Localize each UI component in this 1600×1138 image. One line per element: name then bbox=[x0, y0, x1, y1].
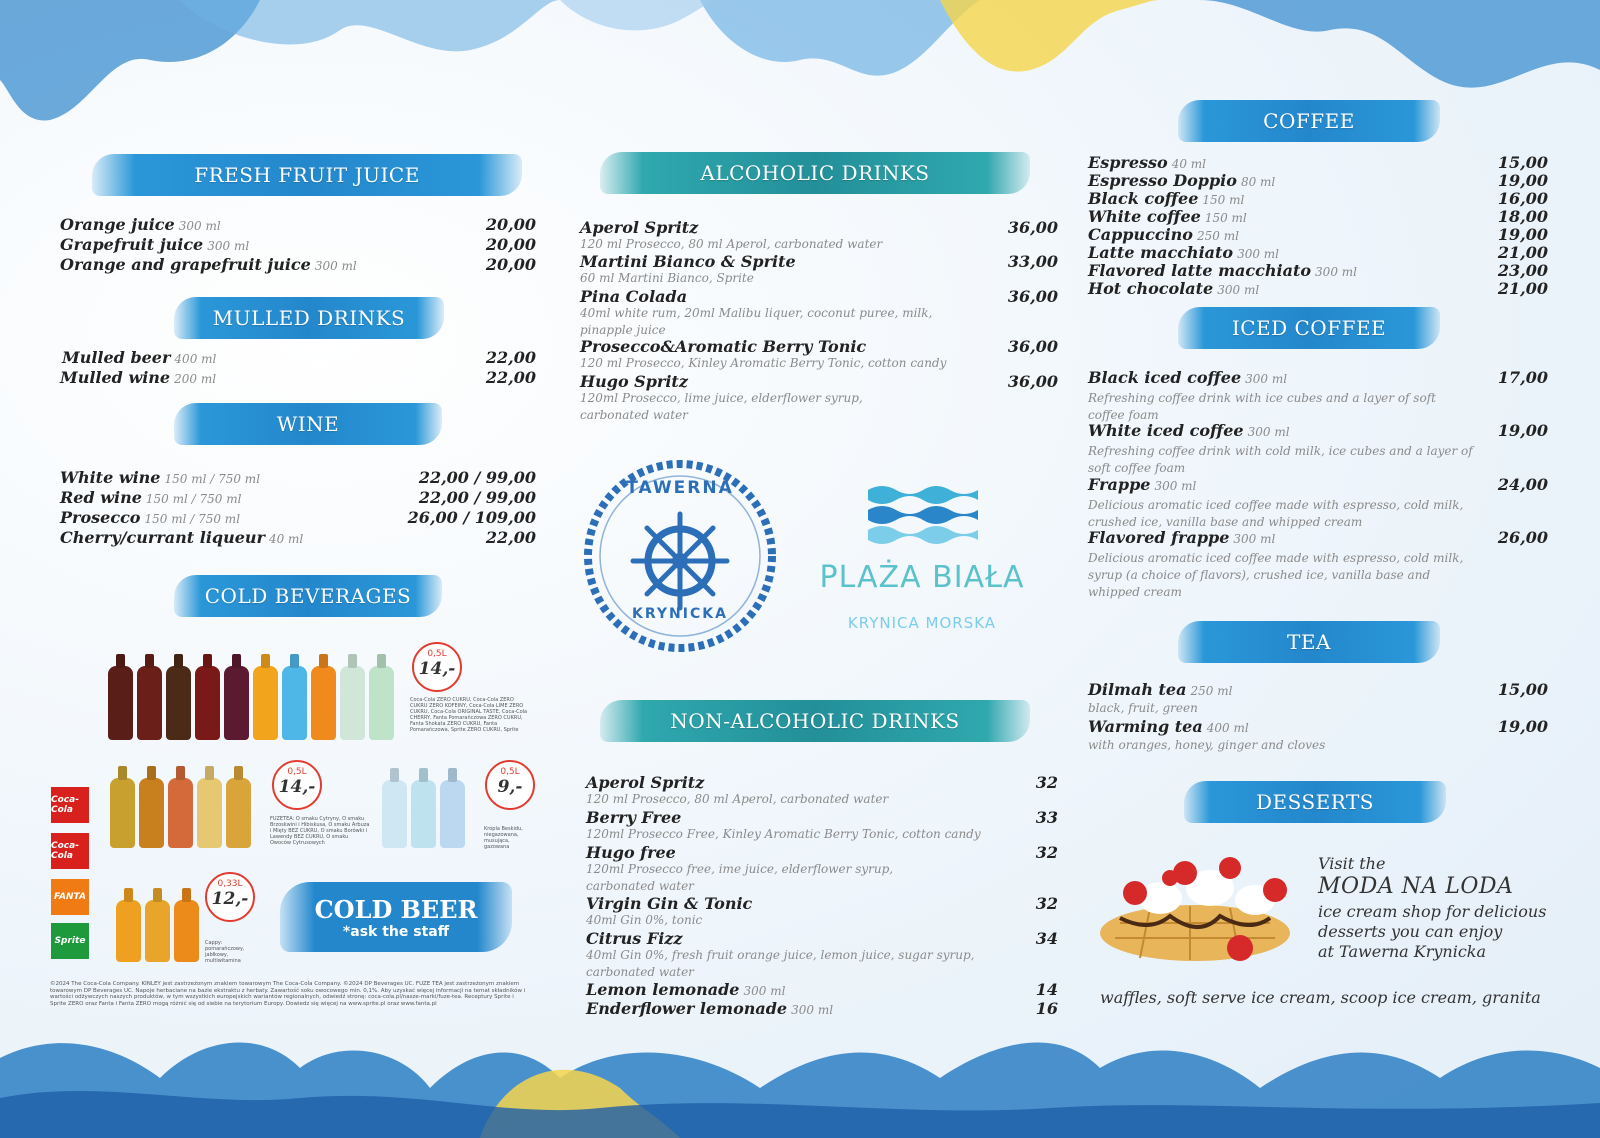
item-name: Orange and grapefruit juice bbox=[60, 255, 311, 274]
desserts-visit-text: Visit the bbox=[1318, 854, 1386, 873]
item-price: 33,00 bbox=[1007, 252, 1058, 271]
item-volume: 300 ml bbox=[1247, 425, 1290, 439]
menu-item bbox=[1088, 528, 1548, 547]
item-name: Citrus Fizz bbox=[586, 929, 683, 948]
menu-item bbox=[1088, 261, 1548, 280]
menu-item bbox=[1088, 207, 1548, 226]
item-volume: 300 ml bbox=[1245, 372, 1288, 386]
item-volume: 250 ml bbox=[1196, 229, 1239, 243]
item-name: Pina Colada bbox=[580, 287, 688, 306]
item-volume: 200 ml bbox=[174, 372, 217, 386]
badge-volume: 0,5L bbox=[287, 767, 307, 777]
item-volume: 300 ml bbox=[1315, 265, 1357, 279]
item-price: 14 bbox=[1035, 980, 1058, 999]
tea-banner: TEA bbox=[1178, 621, 1440, 663]
item-price: 21,00 bbox=[1497, 243, 1548, 262]
plaza-biala-waves-icon bbox=[868, 482, 978, 544]
item-price: 23,00 bbox=[1497, 261, 1548, 280]
item-price: 36,00 bbox=[1007, 337, 1058, 356]
water-variants-note: Kropla Beskidu, niegazowana, musująca, gazowana bbox=[484, 826, 523, 850]
cappy-bottles-image bbox=[116, 900, 199, 962]
item-description: black, fruit, green bbox=[1088, 701, 1198, 715]
item-name: Aperol Spritz bbox=[586, 773, 705, 792]
item-price: 32 bbox=[1035, 773, 1058, 792]
water-bottles-image bbox=[382, 780, 465, 848]
item-name: Grapefruit juice bbox=[60, 235, 204, 254]
item-description: Delicious aromatic iced coffee made with espresso, cold milk, syrup (a choice of flavors), crushed ice, vanilla base and whipped cream bbox=[1088, 551, 1464, 599]
item-volume: 150 ml bbox=[1202, 193, 1245, 207]
item-volume: 150 ml bbox=[1204, 211, 1247, 225]
menu-item bbox=[1088, 189, 1548, 208]
menu-item bbox=[586, 843, 1058, 862]
menu-item bbox=[1088, 680, 1548, 699]
item-price: 18,00 bbox=[1497, 207, 1548, 226]
item-name: Espresso Doppio bbox=[1088, 171, 1237, 190]
item-name: Flavored frappe bbox=[1088, 528, 1230, 547]
menu-item bbox=[1088, 243, 1548, 262]
item-price: 36,00 bbox=[1007, 287, 1058, 306]
item-name: Black iced coffee bbox=[1088, 368, 1242, 387]
wine-banner: WINE bbox=[174, 403, 442, 445]
menu-item bbox=[1088, 225, 1548, 244]
item-volume: 400 ml bbox=[174, 352, 217, 366]
item-volume: 40 ml bbox=[1171, 157, 1206, 171]
item-price: 21,00 bbox=[1497, 279, 1548, 298]
item-volume: 300 ml bbox=[1217, 283, 1260, 297]
menu-item bbox=[586, 929, 1058, 948]
item-price: 16,00 bbox=[1497, 189, 1548, 208]
item-name: Red wine bbox=[60, 488, 142, 507]
badge-volume: 0,5L bbox=[427, 649, 447, 659]
item-volume: 300 ml bbox=[1154, 479, 1197, 493]
item-price: 20,00 bbox=[485, 255, 536, 274]
item-description: Refreshing coffee drink with ice cubes and a layer of soft coffee foam bbox=[1088, 391, 1436, 422]
bottom-wave-decoration bbox=[0, 1018, 1600, 1138]
menu-item bbox=[586, 980, 1058, 999]
badge-volume: 0,5L bbox=[500, 767, 520, 777]
coca-cola-flavors-note: Coca-Cola ZERO CUKRU, Coca-Cola ZERO CUKRU ZERO KOFEINY, Coca-Cola LIME ZERO CUKRU, Coca-Cola ORIGINAL TASTE, Coca-Cola CHERRY, Fanta Pomarańczowa ZERO CUKRU, Fanta Shokata ZERO CUKRU, Fanta Pomarańczowa, Sprite ZERO CUKRU, Sprite bbox=[410, 697, 528, 733]
item-volume: 300 ml bbox=[207, 239, 250, 253]
menu-item bbox=[580, 337, 1058, 356]
item-price: 19,00 bbox=[1497, 421, 1548, 440]
menu-item bbox=[60, 488, 536, 507]
item-description: 40ml Gin 0%, fresh fruit orange juice, lemon juice, sugar syrup, carbonated water bbox=[586, 948, 975, 979]
item-name: Enderflower lemonade bbox=[586, 999, 788, 1018]
item-name: Hot chocolate bbox=[1088, 279, 1214, 298]
item-price: 24,00 bbox=[1497, 475, 1548, 494]
tawerna-logo-bottom-text: KRYNICKA bbox=[632, 606, 728, 622]
menu-item bbox=[1088, 717, 1548, 736]
item-description: 120 ml Prosecco, 80 ml Aperol, carbonated water bbox=[586, 792, 889, 806]
item-description: 40ml Gin 0%, tonic bbox=[586, 913, 703, 927]
cold-beer-note: *ask the staff bbox=[342, 923, 450, 940]
iced-coffee-banner: ICED COFFEE bbox=[1178, 307, 1440, 349]
item-name: Black coffee bbox=[1088, 189, 1199, 208]
item-volume: 400 ml bbox=[1206, 721, 1249, 735]
item-volume: 300 ml bbox=[1237, 247, 1280, 261]
item-name: Latte macchiato bbox=[1088, 243, 1234, 262]
item-description: Refreshing coffee drink with cold milk, ice cubes and a layer of soft coffee foam bbox=[1088, 444, 1473, 475]
item-volume: 150 ml / 750 ml bbox=[144, 512, 241, 526]
item-name: Martini Bianco & Sprite bbox=[580, 252, 796, 271]
menu-item bbox=[1088, 153, 1548, 172]
item-volume: 300 ml bbox=[178, 219, 221, 233]
item-description: 60 ml Martini Bianco, Sprite bbox=[580, 271, 754, 285]
desserts-line-3: at Tawerna Krynicka bbox=[1318, 942, 1487, 961]
item-price: 15,00 bbox=[1497, 153, 1548, 172]
item-name: Mulled beer bbox=[62, 348, 171, 367]
coffee-banner: COFFEE bbox=[1178, 100, 1440, 142]
item-price: 19,00 bbox=[1497, 171, 1548, 190]
menu-item bbox=[1088, 171, 1548, 190]
price-badge bbox=[272, 760, 322, 810]
item-price: 32 bbox=[1035, 894, 1058, 913]
item-price: 16 bbox=[1035, 999, 1058, 1018]
item-name: Hugo Spritz bbox=[580, 372, 688, 391]
item-name: Prosecco bbox=[60, 508, 141, 527]
item-price: 20,00 bbox=[485, 235, 536, 254]
item-volume: 150 ml / 750 ml bbox=[145, 492, 242, 506]
item-description: 40ml white rum, 20ml Malibu liquer, coconut puree, milk, pinapple juice bbox=[580, 306, 933, 337]
item-name: Cappuccino bbox=[1088, 225, 1193, 244]
item-price: 22,00 / 99,00 bbox=[418, 468, 536, 487]
item-price: 15,00 bbox=[1497, 680, 1548, 699]
item-name: Lemon lemonade bbox=[586, 980, 740, 999]
item-name: Dilmah tea bbox=[1088, 680, 1187, 699]
cold-beverages-banner: COLD BEVERAGES bbox=[174, 575, 442, 617]
alcoholic-drinks-banner: ALCOHOLIC DRINKS bbox=[600, 152, 1030, 194]
fuzetea-flavors-note: FUZETEA: O smaku Cytryny, O smaku Brzoskwini i Hibiskusa, O smaku Arbuza i Mięty BEZ CUKRU, O smaku Borówki i Lawendy BEZ CUKRU, O smaku Owoców Cytrusowych bbox=[270, 816, 370, 846]
badge-price: 9,- bbox=[497, 777, 523, 797]
desserts-line-1: ice cream shop for delicious bbox=[1318, 902, 1547, 921]
item-price: 19,00 bbox=[1497, 717, 1548, 736]
menu-item bbox=[586, 999, 1058, 1018]
item-name: White iced coffee bbox=[1088, 421, 1244, 440]
menu-item bbox=[1088, 368, 1548, 387]
moda-na-loda-name: MODA NA LODA bbox=[1318, 874, 1514, 899]
item-price: 20,00 bbox=[485, 215, 536, 234]
item-price: 22,00 bbox=[485, 528, 536, 547]
item-name: White coffee bbox=[1088, 207, 1201, 226]
item-description: 120ml Prosecco Free, Kinley Aromatic Berry Tonic, cotton candy bbox=[586, 827, 981, 841]
badge-volume: 0,33L bbox=[217, 879, 243, 889]
item-volume: 150 ml / 750 ml bbox=[164, 472, 261, 486]
menu-item bbox=[60, 468, 536, 487]
item-price: 33 bbox=[1035, 808, 1058, 827]
menu-item bbox=[60, 215, 536, 234]
item-price: 19,00 bbox=[1497, 225, 1548, 244]
item-volume: 300 ml bbox=[791, 1003, 834, 1017]
menu-item bbox=[586, 894, 1058, 913]
badge-price: 14,- bbox=[418, 659, 456, 679]
item-name: White wine bbox=[60, 468, 161, 487]
item-name: Prosecco&Aromatic Berry Tonic bbox=[580, 337, 867, 356]
cold-beer-title: COLD BEER bbox=[314, 894, 478, 924]
item-price: 17,00 bbox=[1497, 368, 1548, 387]
item-name: Hugo free bbox=[586, 843, 676, 862]
desserts-banner: DESSERTS bbox=[1184, 781, 1446, 823]
menu-item bbox=[580, 218, 1058, 237]
item-volume: 300 ml bbox=[743, 984, 786, 998]
menu-item bbox=[1088, 475, 1548, 494]
item-price: 36,00 bbox=[1007, 218, 1058, 237]
menu-item bbox=[580, 372, 1058, 391]
coca-cola-zero-logo: Coca-Cola bbox=[51, 833, 89, 869]
badge-price: 12,- bbox=[211, 889, 249, 909]
item-volume: 250 ml bbox=[1190, 684, 1233, 698]
item-price: 26,00 bbox=[1497, 528, 1548, 547]
price-badge bbox=[205, 872, 255, 922]
fanta-logo: FANTA bbox=[51, 879, 89, 915]
plaza-biala-title: PLAŻA BIAŁA bbox=[819, 560, 1025, 595]
price-badge bbox=[485, 760, 535, 810]
menu-item bbox=[60, 508, 536, 527]
item-name: Warming tea bbox=[1088, 717, 1203, 736]
item-price: 36,00 bbox=[1007, 372, 1058, 391]
menu-item bbox=[60, 528, 536, 547]
item-price: 22,00 bbox=[485, 368, 536, 387]
item-name: Espresso bbox=[1088, 153, 1168, 172]
cold-beer-banner bbox=[280, 882, 512, 952]
mulled-drinks-banner: MULLED DRINKS bbox=[174, 297, 444, 339]
menu-item bbox=[580, 252, 1058, 271]
item-name: Frappe bbox=[1088, 475, 1151, 494]
item-name: Mulled wine bbox=[60, 368, 171, 387]
item-description: 120ml Prosecco free, ime juice, elderflower syrup, carbonated water bbox=[586, 862, 894, 893]
fuzetea-bottles-image bbox=[110, 778, 251, 848]
item-volume: 80 ml bbox=[1240, 175, 1276, 189]
item-volume: 300 ml bbox=[1233, 532, 1276, 546]
item-description: Delicious aromatic iced coffee made with espresso, cold milk, crushed ice, vanilla base and whipped cream bbox=[1088, 498, 1464, 529]
cappy-flavors-note: Cappy: pomarańczowy, jabłkowy, multiwitamina bbox=[205, 940, 245, 964]
menu-item bbox=[586, 773, 1058, 792]
coca-cola-bottles-image bbox=[108, 666, 394, 740]
item-price: 22,00 / 99,00 bbox=[418, 488, 536, 507]
menu-item bbox=[60, 255, 536, 274]
menu-item bbox=[60, 235, 536, 254]
price-badge bbox=[412, 642, 462, 692]
item-name: Virgin Gin & Tonic bbox=[586, 894, 753, 913]
item-name: Cherry/currant liqueur bbox=[60, 528, 265, 547]
plaza-biala-subtitle: KRYNICA MORSKA bbox=[847, 614, 997, 632]
item-name: Berry Free bbox=[586, 808, 682, 827]
item-name: Aperol Spritz bbox=[580, 218, 699, 237]
coca-cola-logo: Coca-Cola bbox=[51, 787, 89, 823]
badge-price: 14,- bbox=[278, 777, 316, 797]
item-price: 32 bbox=[1035, 843, 1058, 862]
tawerna-logo-top-text: TAWERNA bbox=[626, 478, 734, 498]
non-alcoholic-drinks-banner: NON-ALCOHOLIC DRINKS bbox=[600, 700, 1030, 742]
item-name: Flavored latte macchiato bbox=[1088, 261, 1312, 280]
item-price: 26,00 / 109,00 bbox=[407, 508, 536, 527]
item-price: 22,00 bbox=[485, 348, 536, 367]
menu-item bbox=[1088, 279, 1548, 298]
item-price: 34 bbox=[1035, 929, 1058, 948]
desserts-line-2: desserts you can enjoy bbox=[1318, 922, 1503, 941]
waffle-dessert-image bbox=[1090, 838, 1300, 968]
item-description: 120ml Prosecco, lime juice, elderflower syrup, carbonated water bbox=[580, 391, 863, 422]
item-volume: 40 ml bbox=[268, 532, 304, 546]
fresh-juice-banner: FRESH FRUIT JUICE bbox=[92, 154, 522, 196]
menu-item bbox=[580, 287, 1058, 306]
menu-item bbox=[62, 348, 536, 367]
item-description: with oranges, honey, ginger and cloves bbox=[1088, 738, 1326, 752]
item-volume: 300 ml bbox=[314, 259, 357, 273]
item-name: Orange juice bbox=[60, 215, 175, 234]
legal-disclaimer: ©2024 The Coca-Cola Company. KINLEY jest zastrzeżonym znakiem towarowym The Coca-Cola Company. ©2024 DP Beverages UC. FUZE TEA jest zastrzeżonym znakiem towarowym DP Beverages UC. Napoje herbaciane na bazie ekstraktu z herbaty. Zawartość soku owocowego min. 0,1%. Aby uzyskać więcej informacji na temat składników i wartości odżywczych naszych produktów, w tym wszystkich europejskich wariantów regionalnych, odwiedź stronę: coca-cola.pl/nasze-marki/fuze-tea. Receptury Sprite i Sprite ZERO oraz Fanta i Fanta ZERO mogą różnić się od siebie na terytorium Europy. Dowiedz się więcej na www.sprite.pl oraz www.fanta.pl bbox=[50, 981, 526, 1007]
item-description: 120 ml Prosecco, Kinley Aromatic Berry Tonic, cotton candy bbox=[580, 356, 947, 370]
item-description: 120 ml Prosecco, 80 ml Aperol, carbonated water bbox=[580, 237, 883, 251]
sprite-logo: Sprite bbox=[51, 923, 89, 959]
menu-item bbox=[586, 808, 1058, 827]
desserts-list: waffles, soft serve ice cream, scoop ice cream, granita bbox=[1100, 988, 1541, 1007]
menu-item bbox=[1088, 421, 1548, 440]
menu-item bbox=[60, 368, 536, 387]
